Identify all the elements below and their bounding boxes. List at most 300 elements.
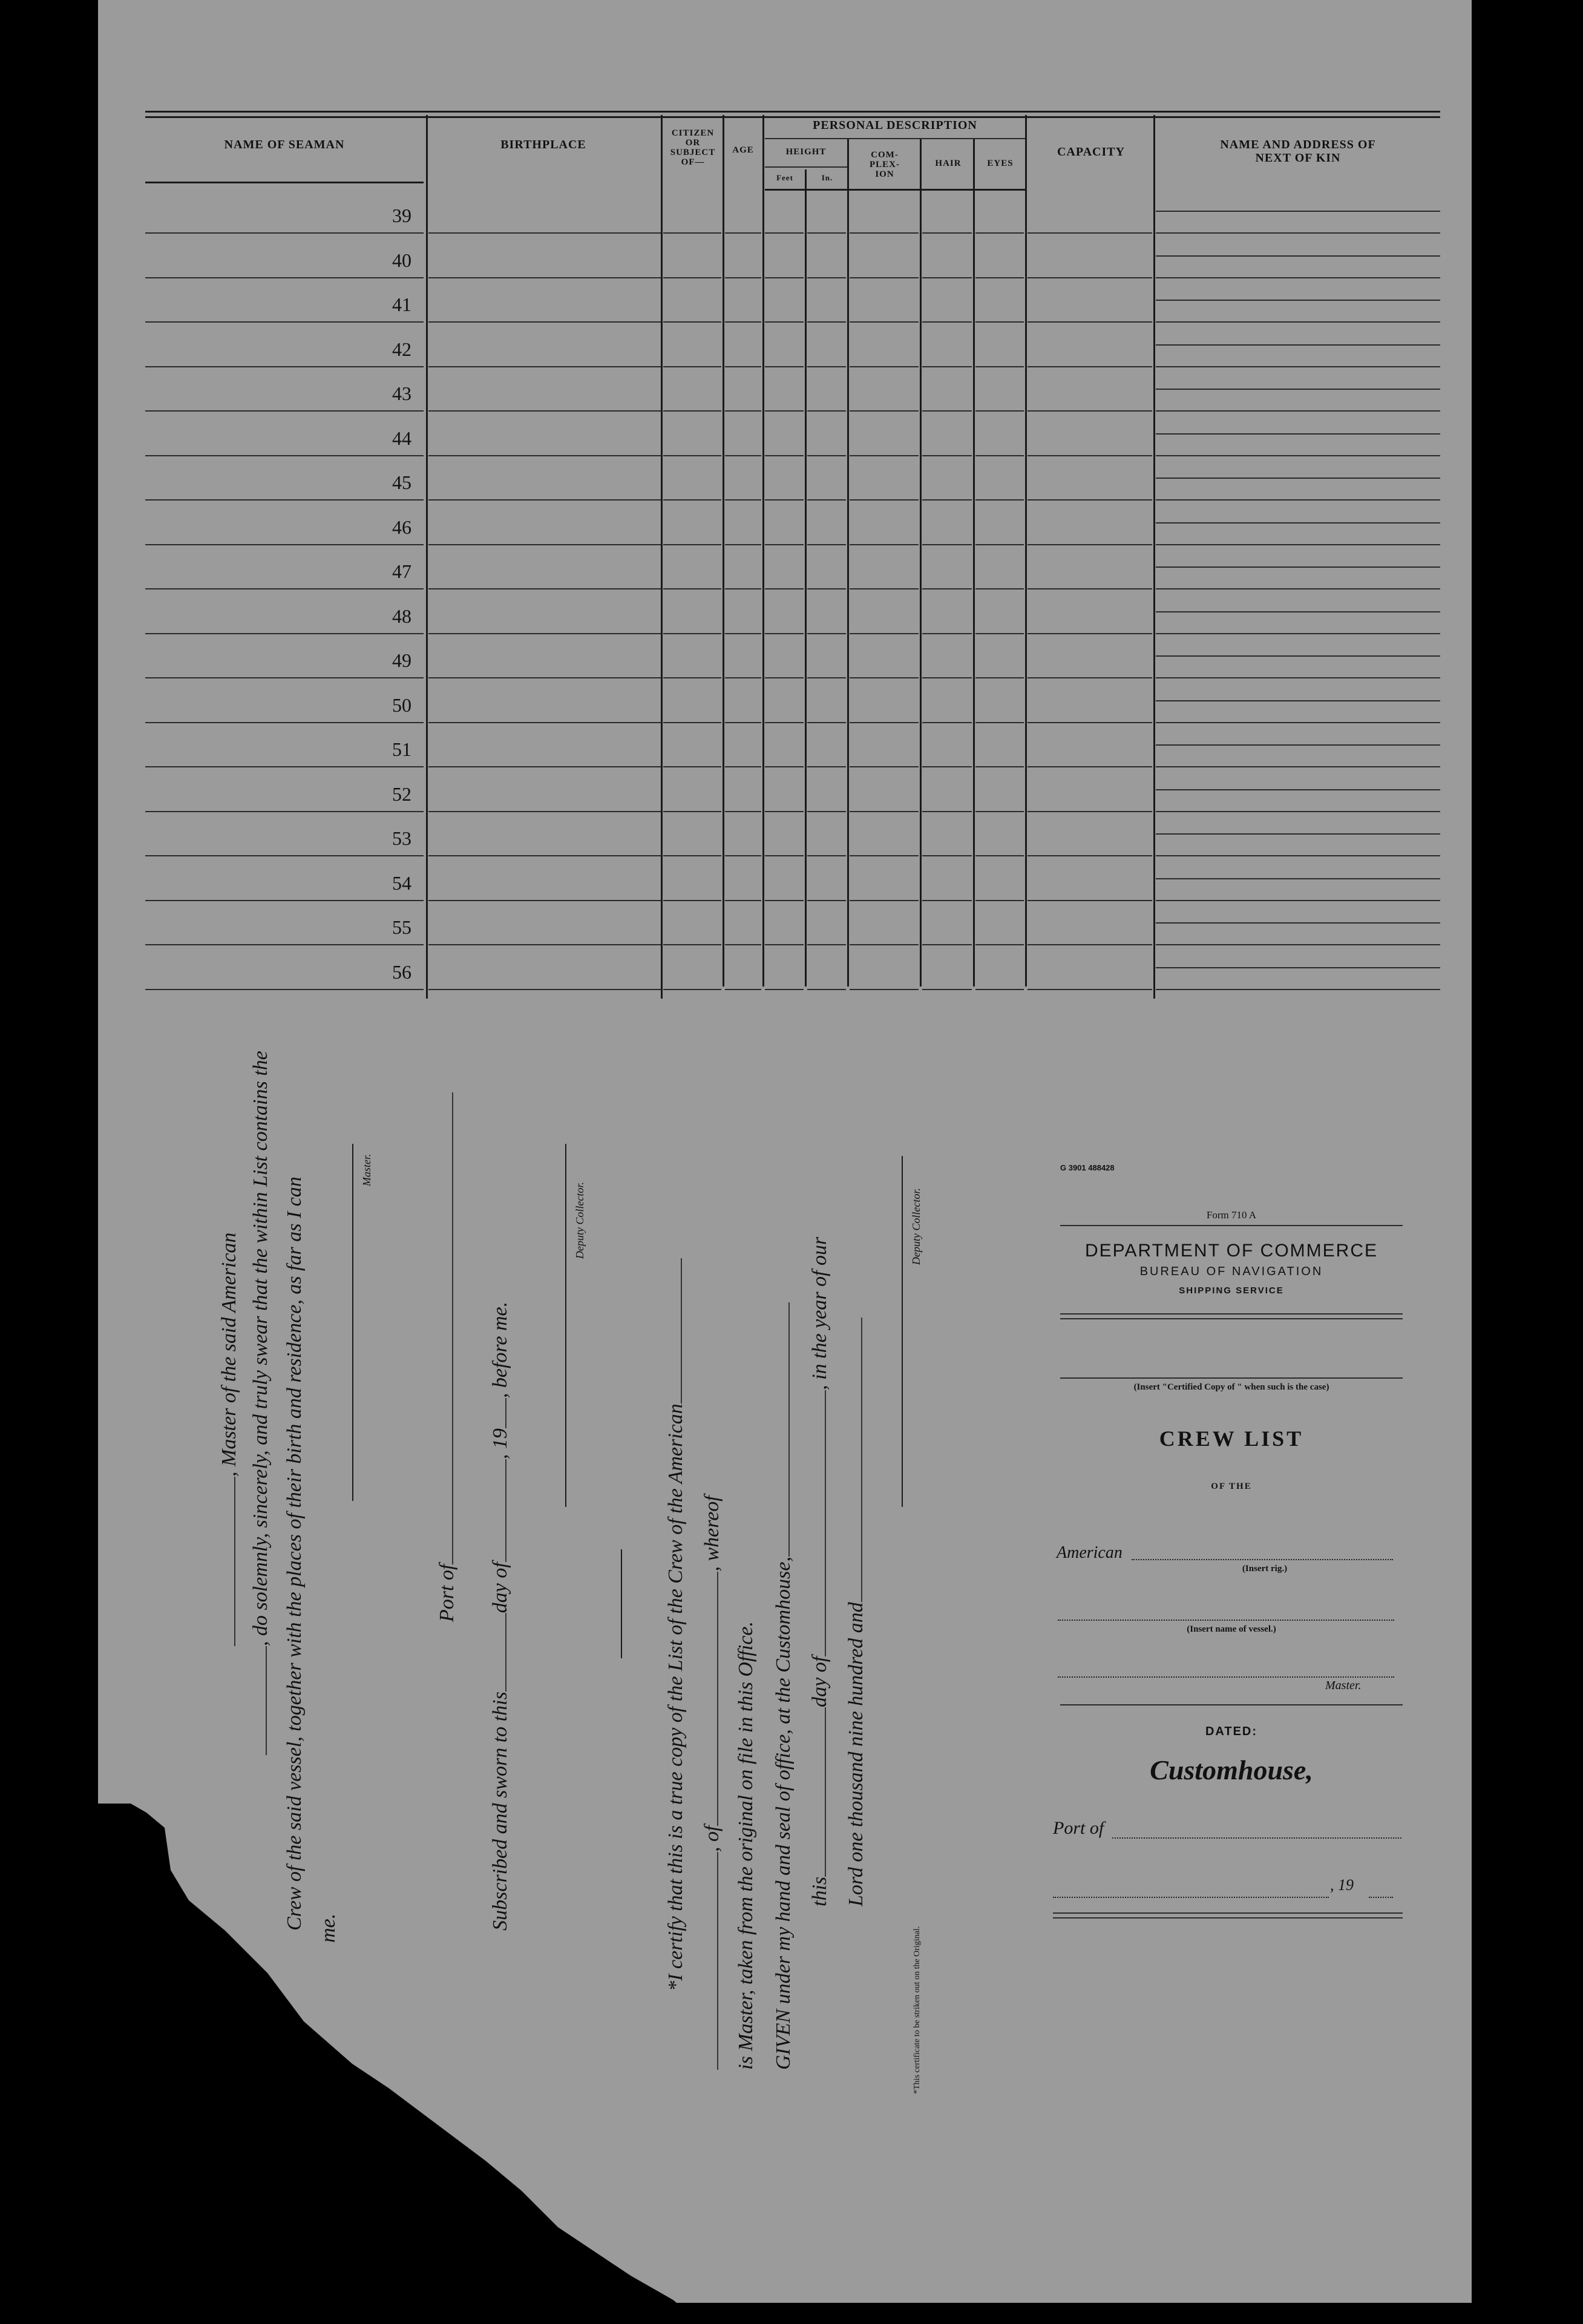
- table-row-rule: [428, 277, 661, 278]
- table-row-rule: [725, 989, 761, 990]
- table-row-rule: [663, 677, 721, 678]
- header-next-of-kin: [1157, 138, 1439, 165]
- table-row-rule: [1027, 855, 1152, 856]
- table-row-rule: [725, 455, 761, 456]
- certificate-line-3: [735, 1621, 758, 2070]
- next-of-kin-rule: [1156, 300, 1440, 301]
- header-feet: Feet: [776, 173, 793, 182]
- table-row-rule: [1156, 855, 1440, 856]
- table-row-rule: [1027, 232, 1152, 234]
- oath-line-3-text: Crew of the said vessel, together with the places of their birth and residence, as far as I can: [283, 1177, 306, 1931]
- table-row-rule: [1156, 722, 1440, 723]
- table-row-rule: [663, 989, 721, 990]
- tear-shape: [98, 1804, 703, 2324]
- table-row-rule: [1156, 232, 1440, 234]
- table-row-rule: [765, 811, 804, 812]
- whereof-label: , whereof: [701, 1495, 723, 1572]
- table-row-rule: [145, 588, 424, 589]
- cover-nineteen-label: , 19: [1330, 1876, 1354, 1894]
- row-number: 41: [392, 294, 411, 315]
- row-number: 44: [392, 427, 411, 449]
- table-row-rule: [765, 455, 804, 456]
- table-row-rule: [765, 944, 804, 945]
- next-of-kin-rule: [1156, 433, 1440, 435]
- column-line: [920, 139, 922, 986]
- table-row-rule: [428, 677, 661, 678]
- table-row-rule: [1027, 321, 1152, 323]
- table-row-rule: [765, 722, 804, 723]
- table-row-rule: [725, 722, 761, 723]
- american-label: American: [1057, 1543, 1123, 1562]
- table-row-rule: [663, 766, 721, 767]
- table-row-rule: [1027, 633, 1152, 634]
- table-row-rule: [428, 900, 661, 901]
- header-citizen-line: CITIZEN: [671, 128, 715, 138]
- table-row-rule: [428, 766, 661, 767]
- table-row-rule: [725, 499, 761, 501]
- table-row-rule: [850, 633, 919, 634]
- of-label: , of: [701, 1825, 723, 1852]
- table-row-rule: [1027, 588, 1152, 589]
- table-row-rule: [807, 544, 846, 545]
- table-row-rule: [922, 766, 972, 767]
- certificate-line-6: [845, 1318, 868, 1906]
- blank-line: [505, 1613, 506, 1692]
- table-row-rule: [850, 499, 919, 501]
- blank-line: [825, 1390, 826, 1656]
- table-row-rule: [663, 499, 721, 501]
- table-row-rule: [850, 455, 919, 456]
- table-row-rule: [1027, 811, 1152, 812]
- table-row-rule: [1156, 811, 1440, 812]
- table-row-rule: [850, 321, 919, 323]
- table-row-rule: [145, 677, 424, 678]
- table-row-rule: [922, 722, 972, 723]
- column-line: [847, 139, 849, 986]
- table-row-rule: [428, 722, 661, 723]
- header-next-of-kin-line: NEXT OF KIN: [1255, 151, 1341, 165]
- day-of-label: day of: [808, 1656, 831, 1707]
- next-of-kin-rule: [1156, 878, 1440, 879]
- section-divider: [621, 1549, 622, 1658]
- table-row-rule: [1027, 677, 1152, 678]
- table-row-rule: [922, 232, 972, 234]
- table-row-rule: [663, 410, 721, 412]
- table-row-rule: [922, 989, 972, 990]
- table-row-rule: [145, 321, 424, 323]
- table-row-rule: [922, 588, 972, 589]
- table-row-rule: [975, 900, 1024, 901]
- table-row-rule: [922, 277, 972, 278]
- table-row-rule: [975, 455, 1024, 456]
- column-line: [762, 115, 764, 986]
- table-row-rule: [1156, 277, 1440, 278]
- table-row-rule: [145, 544, 424, 545]
- table-row-rule: [1027, 900, 1152, 901]
- table-row-rule: [807, 811, 846, 812]
- master-signature-line: [352, 1144, 353, 1501]
- table-row-rule: [428, 989, 661, 990]
- certificate-line-2: [701, 1495, 724, 2070]
- certificate-footnote: *This certificate to be striken out on the Original.: [913, 1926, 922, 2094]
- table-row-rule: [1156, 766, 1440, 767]
- certificate-line-3-text: is Master, taken from the original on file in this Office.: [735, 1621, 757, 2070]
- header-complexion: [850, 150, 920, 179]
- column-line: [661, 115, 663, 999]
- table-row-rule: [1156, 410, 1440, 412]
- certificate-line-6-text: Lord one thousand nine hundred and: [845, 1602, 867, 1906]
- table-row-rule: [145, 455, 424, 456]
- master-blank: [1058, 1676, 1394, 1678]
- table-row-rule: [975, 410, 1024, 412]
- table-row-rule: [725, 766, 761, 767]
- certificate-line-1-text: *I certify that this is a true copy of the List of the Crew of the American: [664, 1403, 687, 1991]
- header-next-of-kin-line: NAME AND ADDRESS OF: [1220, 138, 1376, 151]
- next-of-kin-rule: [1156, 700, 1440, 701]
- table-row-rule: [765, 366, 804, 367]
- print-code: G 3901 488428: [1060, 1163, 1115, 1172]
- table-row-rule: [807, 989, 846, 990]
- table-row-rule: [765, 633, 804, 634]
- table-row-rule: [663, 232, 721, 234]
- table-row-rule: [850, 944, 919, 945]
- table-row-rule: [922, 410, 972, 412]
- table-row-rule: [807, 855, 846, 856]
- blank-line: [861, 1318, 862, 1602]
- table-row-rule: [850, 410, 919, 412]
- blank-line: [505, 1398, 506, 1428]
- table-row-rule: [725, 366, 761, 367]
- header-eyes: EYES: [987, 159, 1014, 168]
- table-row-rule: [725, 410, 761, 412]
- header-height: HEIGHT: [785, 147, 827, 157]
- table-row-rule: [850, 722, 919, 723]
- header-inches: In.: [821, 173, 833, 182]
- header-hair: HAIR: [935, 159, 962, 168]
- table-row-rule: [145, 277, 424, 278]
- cover-rule: [1060, 1704, 1403, 1705]
- oath-line-1-text: , Master of the said American: [218, 1232, 240, 1477]
- next-of-kin-rule: [1156, 566, 1440, 568]
- table-row-rule: [765, 677, 804, 678]
- date-blank: [1053, 1897, 1329, 1898]
- table-row-rule: [725, 855, 761, 856]
- table-row-rule: [922, 499, 972, 501]
- table-row-rule: [428, 366, 661, 367]
- table-row-rule: [765, 321, 804, 323]
- table-row-rule: [428, 232, 661, 234]
- table-row-rule: [765, 232, 804, 234]
- table-row-rule: [1027, 455, 1152, 456]
- table-row-rule: [765, 766, 804, 767]
- table-row-rule: [725, 811, 761, 812]
- table-row-rule: [850, 544, 919, 545]
- table-row-rule: [725, 633, 761, 634]
- table-row-rule: [145, 410, 424, 412]
- year-blank: [1369, 1897, 1393, 1898]
- table-row-rule: [428, 811, 661, 812]
- table-row-rule: [145, 499, 424, 501]
- header-complexion-line: PLEX-: [870, 160, 900, 169]
- header-citizen: [663, 128, 723, 167]
- table-row-rule: [663, 588, 721, 589]
- next-of-kin-rule: [1156, 611, 1440, 612]
- table-row-rule: [807, 766, 846, 767]
- table-row-rule: [1027, 277, 1152, 278]
- table-row-rule: [725, 900, 761, 901]
- header-capacity: CAPACITY: [1057, 145, 1126, 159]
- row-number: 52: [392, 783, 411, 805]
- table-row-rule: [807, 900, 846, 901]
- table-row-rule: [975, 811, 1024, 812]
- next-of-kin-rule: [1156, 255, 1440, 257]
- year-label: , in the year of our: [808, 1236, 831, 1390]
- table-row-rule: [145, 989, 424, 990]
- row-number: 50: [392, 694, 411, 716]
- crew-list-title: CREW LIST: [1159, 1426, 1304, 1451]
- row-number: 48: [392, 605, 411, 627]
- table-row-rule: [922, 855, 972, 856]
- table-row-rule: [850, 677, 919, 678]
- table-row-rule: [975, 855, 1024, 856]
- table-row-rule: [145, 900, 424, 901]
- subscribed-label: Subscribed and sworn to this: [489, 1692, 511, 1931]
- next-of-kin-rule: [1156, 789, 1440, 790]
- certified-copy-line: [1060, 1377, 1403, 1379]
- oath-line-4-text: me.: [317, 1913, 339, 1943]
- column-line: [1153, 115, 1155, 999]
- header-sub-rule: [765, 166, 847, 168]
- oath-line-2-text: , do solemnly, sincerely, and truly swear that the within List contains the: [249, 1051, 272, 1646]
- table-row-rule: [850, 366, 919, 367]
- master-label: Master.: [361, 1154, 373, 1186]
- table-row-rule: [428, 855, 661, 856]
- row-number: 39: [392, 205, 411, 226]
- next-of-kin-rule: [1156, 389, 1440, 390]
- table-row-rule: [1156, 900, 1440, 901]
- before-me-label: , before me.: [489, 1301, 511, 1399]
- table-row-rule: [765, 544, 804, 545]
- row-number: 40: [392, 249, 411, 271]
- table-row-rule: [725, 677, 761, 678]
- table-row-rule: [807, 455, 846, 456]
- row-number: 56: [392, 961, 411, 983]
- table-row-rule: [1156, 588, 1440, 589]
- table-row-rule: [1027, 722, 1152, 723]
- table-row-rule: [663, 544, 721, 545]
- table-row-rule: [663, 811, 721, 812]
- header-bottom-rule: [145, 182, 424, 183]
- table-row-rule: [1156, 321, 1440, 323]
- column-line: [723, 115, 724, 986]
- deputy-signature-line: [565, 1144, 566, 1507]
- next-of-kin-rule: [1156, 522, 1440, 524]
- row-number: 54: [392, 872, 411, 894]
- table-row-rule: [922, 944, 972, 945]
- of-the-label: OF THE: [1211, 1482, 1252, 1491]
- table-row-rule: [145, 855, 424, 856]
- table-row-rule: [1156, 633, 1440, 634]
- table-row-rule: [1156, 499, 1440, 501]
- table-row-rule: [975, 588, 1024, 589]
- table-row-rule: [975, 544, 1024, 545]
- table-row-rule: [428, 944, 661, 945]
- table-row-rule: [663, 900, 721, 901]
- table-row-rule: [145, 944, 424, 945]
- row-number: 45: [392, 471, 411, 493]
- table-row-rule: [663, 455, 721, 456]
- header-personal-description: PERSONAL DESCRIPTION: [813, 119, 977, 132]
- table-top-rule: [145, 111, 1440, 113]
- header-citizen-line: OF—: [681, 157, 705, 167]
- table-row-rule: [428, 588, 661, 589]
- table-row-rule: [850, 588, 919, 589]
- table-row-rule: [850, 900, 919, 901]
- table-row-rule: [1156, 544, 1440, 545]
- table-row-rule: [807, 722, 846, 723]
- insert-certified-note: (Insert "Certified Copy of " when such is the case): [1133, 1382, 1329, 1392]
- blank-line: [825, 1707, 826, 1877]
- table-row-rule: [663, 633, 721, 634]
- department-title: DEPARTMENT OF COMMERCE: [1084, 1241, 1378, 1261]
- table-row-rule: [1027, 944, 1152, 945]
- table-row-rule: [725, 321, 761, 323]
- table-row-rule: [975, 944, 1024, 945]
- cover-rule: [1060, 1313, 1403, 1315]
- table-row-rule: [975, 232, 1024, 234]
- vessel-blank: [1058, 1620, 1394, 1621]
- table-row-rule: [807, 633, 846, 634]
- table-row-rule: [807, 321, 846, 323]
- table-row-rule: [922, 900, 972, 901]
- header-complexion-line: COM-: [871, 150, 899, 160]
- cover-rule: [1053, 1917, 1403, 1919]
- table-row-rule: [145, 722, 424, 723]
- row-number: 42: [392, 338, 411, 360]
- table-row-rule: [807, 366, 846, 367]
- deputy-collector-label: Deputy Collector.: [910, 1188, 922, 1265]
- table-row-rule: [663, 277, 721, 278]
- oath-line-2: [249, 1051, 272, 1755]
- table-row-rule: [145, 811, 424, 812]
- nineteen-label: , 19: [489, 1428, 511, 1460]
- table-row-rule: [807, 499, 846, 501]
- next-of-kin-rule: [1156, 833, 1440, 835]
- table-row-rule: [1156, 989, 1440, 990]
- row-number: 53: [392, 827, 411, 849]
- table-row-rule: [145, 232, 424, 234]
- next-of-kin-rule: [1156, 655, 1440, 657]
- header-citizen-line: OR: [685, 138, 701, 148]
- table-row-rule: [428, 321, 661, 323]
- table-row-rule: [765, 855, 804, 856]
- header-name-of-seaman: NAME OF SEAMAN: [224, 138, 345, 151]
- table-row-rule: [807, 410, 846, 412]
- table-row-rule: [850, 766, 919, 767]
- table-row-rule: [145, 633, 424, 634]
- next-of-kin-rule: [1156, 922, 1440, 924]
- deputy-signature-line: [902, 1156, 903, 1507]
- table-row-rule: [807, 944, 846, 945]
- table-row-rule: [428, 633, 661, 634]
- table-row-rule: [975, 499, 1024, 501]
- table-row-rule: [1156, 677, 1440, 678]
- table-row-rule: [922, 321, 972, 323]
- next-of-kin-rule: [1156, 967, 1440, 968]
- table-row-rule: [1156, 455, 1440, 456]
- table-row-rule: [850, 232, 919, 234]
- blank-line: [452, 1092, 453, 1564]
- blank-line: [717, 1852, 718, 2070]
- header-sub-rule: [765, 138, 1025, 139]
- table-row-rule: [807, 232, 846, 234]
- next-of-kin-rule: [1156, 744, 1440, 746]
- insert-rig-note: (Insert rig.): [1242, 1564, 1288, 1574]
- table-row-rule: [145, 766, 424, 767]
- certificate-line-5: [808, 1237, 831, 1906]
- table-row-rule: [765, 900, 804, 901]
- cover-port-of-label: Port of: [1053, 1818, 1104, 1838]
- service-title: SHIPPING SERVICE: [1179, 1285, 1284, 1296]
- table-row-rule: [975, 722, 1024, 723]
- header-bottom-rule: [765, 189, 1025, 191]
- blank-line: [266, 1646, 267, 1755]
- table-row-rule: [663, 855, 721, 856]
- header-age: AGE: [732, 145, 754, 155]
- table-row-rule: [975, 989, 1024, 990]
- cover-rule: [1060, 1318, 1403, 1319]
- table-row-rule: [850, 989, 919, 990]
- blank-line: [717, 1572, 718, 1826]
- port-of-line: [436, 1092, 459, 1622]
- this-label: this: [808, 1876, 831, 1906]
- header-complexion-line: ION: [875, 169, 894, 179]
- table-row-rule: [975, 366, 1024, 367]
- table-top-rule: [145, 116, 1440, 118]
- table-row-rule: [1027, 366, 1152, 367]
- table-row-rule: [1027, 499, 1152, 501]
- table-row-rule: [765, 588, 804, 589]
- header-birthplace: BIRTHPLACE: [500, 138, 586, 151]
- row-number: 51: [392, 738, 411, 760]
- row-number: 43: [392, 382, 411, 404]
- next-of-kin-rule: [1156, 478, 1440, 479]
- form-number: Form 710 A: [1206, 1209, 1257, 1221]
- table-row-rule: [807, 277, 846, 278]
- bureau-title: BUREAU OF NAVIGATION: [1139, 1265, 1323, 1278]
- table-row-rule: [975, 766, 1024, 767]
- table-row-rule: [1156, 944, 1440, 945]
- certificate-line-4-text: GIVEN under my hand and seal of office, at the Customhouse,: [772, 1556, 795, 2070]
- table-row-rule: [663, 366, 721, 367]
- row-number: 49: [392, 649, 411, 671]
- table-row-rule: [850, 277, 919, 278]
- dated-label: DATED:: [1205, 1725, 1258, 1738]
- rig-blank: [1132, 1559, 1393, 1560]
- column-line: [973, 139, 975, 986]
- blank-line: [505, 1459, 506, 1562]
- next-of-kin-rule: [1156, 211, 1440, 212]
- table-row-rule: [922, 811, 972, 812]
- table-row-rule: [428, 544, 661, 545]
- table-row-rule: [975, 321, 1024, 323]
- certificate-line-4: [772, 1302, 795, 2070]
- table-row-rule: [765, 989, 804, 990]
- torn-corner: [98, 1804, 703, 2324]
- column-line: [1025, 115, 1027, 986]
- table-row-rule: [975, 277, 1024, 278]
- blank-line: [681, 1258, 682, 1403]
